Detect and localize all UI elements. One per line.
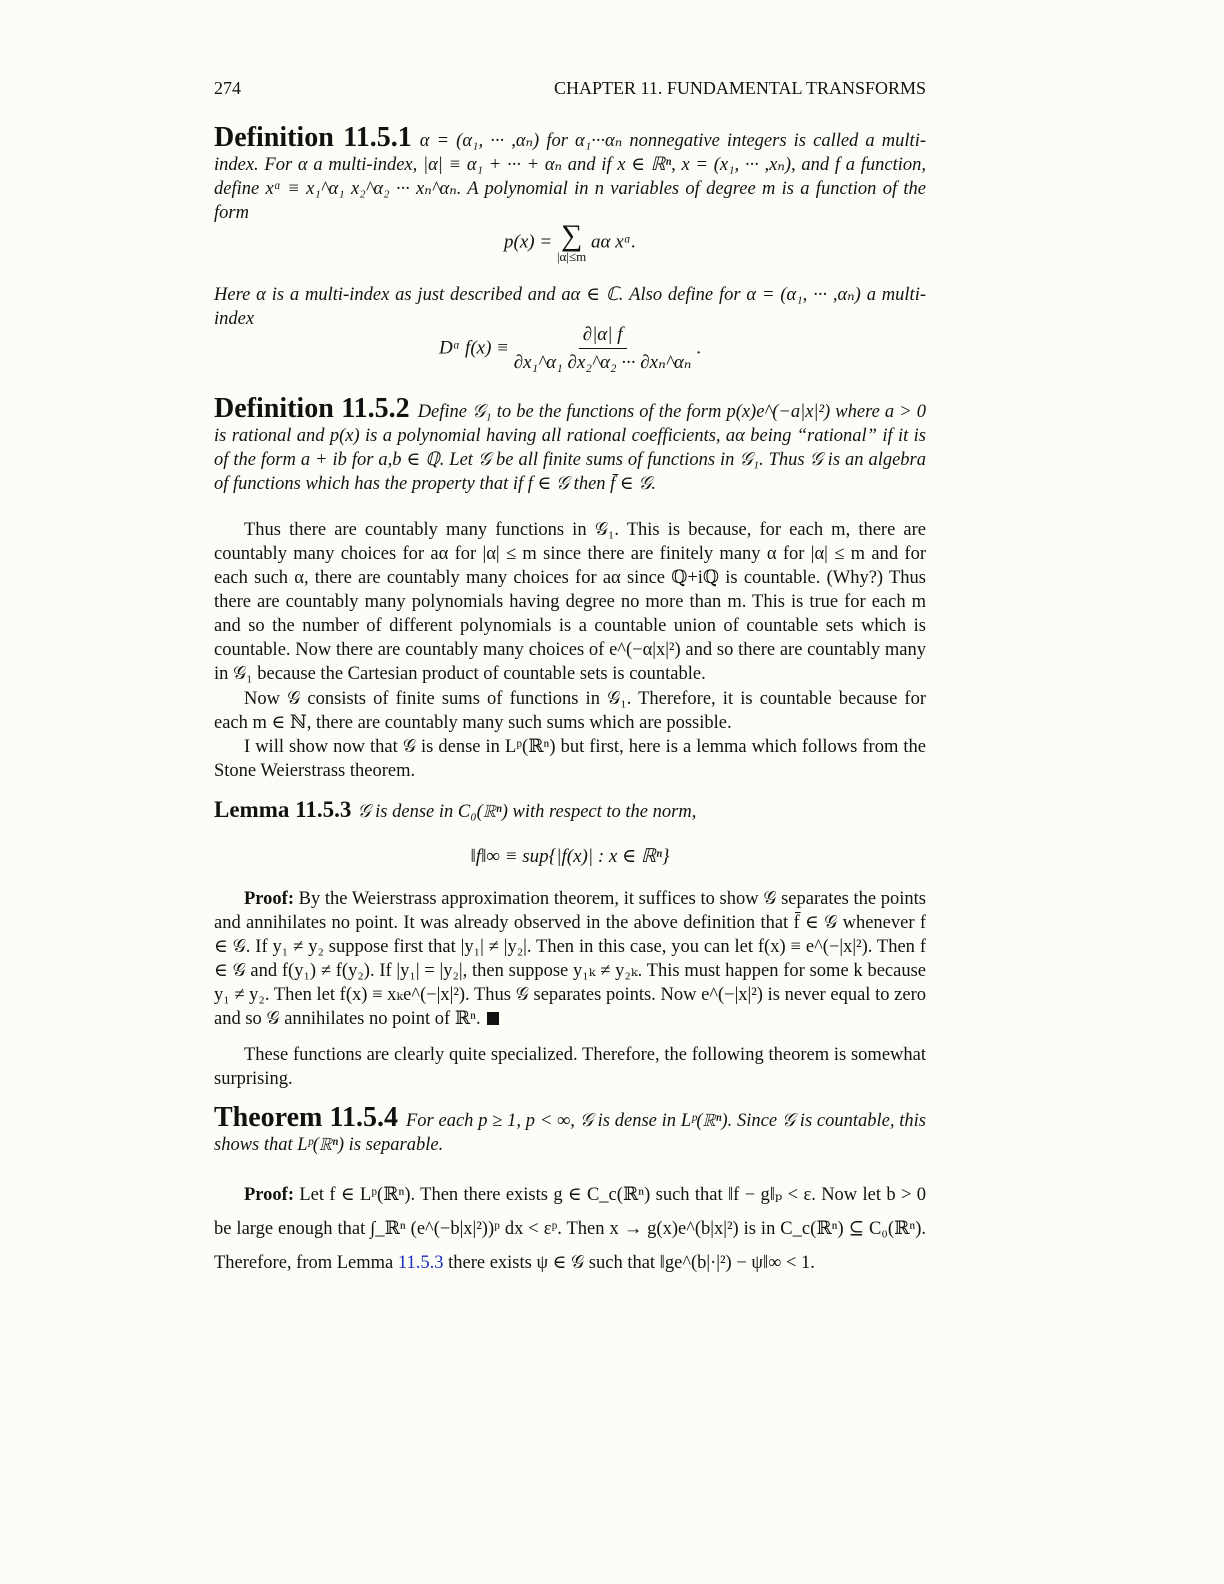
- definition-text: Define 𝒢₁ to be the functions of the form p(x)e^(−a|x|²) where a > 0 is rational and p(x) is a polynomial having all rational coefficients, aα being “rational” if it is of the form a + ib for a,b ∈ ℚ. Let 𝒢 be all finite sums of functions in 𝒢₁. Thus 𝒢 is an algebra of functions which has the property that if f ∈ 𝒢 then f̄ ∈ 𝒢.: [214, 402, 927, 494]
- theorem-11-5-4: [214, 1102, 927, 1157]
- paragraph-finite-sums: [214, 687, 926, 735]
- proof-text-2: there exists ψ ∈ 𝒢 such that ‖ge^(b|·|²) − ψ‖∞ < 1.: [448, 1253, 815, 1273]
- paragraph-specialized: [214, 1043, 926, 1091]
- definition-11-5-2: [214, 393, 927, 496]
- definition-text: α = (α₁, ··· ,αₙ) for α₁···αₙ nonnegative integers is called a multi-index. For α a multi-index, |α| ≡ α₁ + ··· + αₙ and if x ∈ ℝⁿ, x = (x₁, ··· ,xₙ), and f a function, define xᵅ ≡ x₁^α₁ x₂^α₂ ··· xₙ^αₙ. A polynomial in n variables of degree m is a function of the form: [214, 131, 926, 223]
- running-title: CHAPTER 11. FUNDAMENTAL TRANSFORMS: [554, 78, 926, 98]
- proof-label: Proof:: [244, 889, 294, 909]
- definition-label: Definition 11.5.2: [214, 393, 410, 424]
- paragraph-countable: [214, 518, 926, 686]
- proof-text-1: Let f ∈ Lᵖ(ℝⁿ). Then there exists g ∈ C_c(ℝⁿ) such that ‖f − g‖ₚ < ε. Now let b > 0 be large enough that ∫_ℝⁿ (e^(−b|x|²))ᵖ dx < εᵖ. Then x → g(x)e^(b|x|²) is in C_c(ℝⁿ) ⊆ C₀(ℝⁿ). Therefore, from Lemma: [214, 1185, 926, 1273]
- sum-symbol: [556, 219, 587, 264]
- deriv-fraction: [514, 324, 692, 374]
- page-header: [214, 78, 926, 99]
- paragraph-text: These functions are clearly quite specialized. Therefore, the following theorem is somewhat surprising.: [214, 1045, 926, 1089]
- formula-lhs: p(x) =: [504, 231, 553, 253]
- polynomial-formula: [214, 219, 926, 264]
- formula-text: ‖f‖∞ ≡ sup{|f(x)| : x ∈ ℝⁿ}: [470, 846, 670, 867]
- theorem-label: Theorem 11.5.4: [214, 1102, 398, 1133]
- proof-text: By the Weierstrass approximation theorem, it suffices to show 𝒢 separates the points and annihilates no point. It was already observed in the above definition that f̄ ∈ 𝒢 whenever f ∈ 𝒢. If y₁ ≠ y₂ suppose first that |y₁| ≠ |y₂|. Then in this case, you can let f(x) ≡ e^(−|x|²). Then f ∈ 𝒢 and f(y₁) ≠ f(y₂). If |y₁| = |y₂|, then suppose y₁ₖ ≠ y₂ₖ. This must happen for some k because y₁ ≠ y₂. Then let f(x) ≡ xₖe^(−|x|²). Thus 𝒢 separates points. Now e^(−|x|²) is never equal to zero and so 𝒢 annihilates no point of ℝⁿ.: [214, 889, 926, 1029]
- lemma-proof: [214, 887, 926, 1031]
- lemma-text: 𝒢 is dense in C₀(ℝⁿ) with respect to the norm,: [357, 802, 697, 822]
- theorem-proof: [214, 1178, 926, 1280]
- proof-label: Proof:: [244, 1185, 294, 1205]
- paragraph-text: I will show now that 𝒢 is dense in Lᵖ(ℝⁿ) but first, here is a lemma which follows from the Stone Weierstrass theorem.: [214, 737, 926, 781]
- deriv-lhs: Dᵅ f(x) ≡: [439, 337, 509, 359]
- qed-icon: [487, 1012, 499, 1025]
- paragraph-text: Now 𝒢 consists of finite sums of functions in 𝒢₁. Therefore, it is countable because for each m ∈ ℕ, there are countably many such sums which are possible.: [214, 689, 926, 733]
- sup-norm-formula: [214, 845, 926, 868]
- deriv-end: .: [696, 337, 701, 359]
- deriv-denominator: ∂x₁^α₁ ∂x₂^α₂ ··· ∂xₙ^αₙ: [513, 352, 692, 373]
- lemma-reference-link[interactable]: 11.5.3: [397, 1253, 444, 1273]
- paragraph-dense: [214, 735, 926, 783]
- page-number: 274: [214, 78, 241, 98]
- formula-rhs: aα xᵅ.: [590, 231, 636, 253]
- paragraph-text: Thus there are countably many functions in 𝒢₁. This is because, for each m, there are countably many choices for aα for |α| ≤ m since there are finitely many α for |α| ≤ m and for each such α, there are countably many choices for aα since ℚ+iℚ is countable. (Why?) Thus there are countably many polynomials having degree no more than m. This is true for each m and so the number of different polynomials is a countable union of countable sets which is countable. Now there are countably many choices of e^(−α|x|²) and so there are countably many in 𝒢₁ because the Cartesian product of countable sets is countable.: [214, 520, 926, 684]
- derivative-formula: [214, 324, 926, 374]
- definition-11-5-1: [214, 122, 926, 225]
- lemma-label: Lemma 11.5.3: [214, 797, 352, 822]
- lemma-11-5-3: [214, 798, 926, 824]
- theorem-text: For each p ≥ 1, p < ∞, 𝒢 is dense in Lᵖ(ℝⁿ). Since 𝒢 is countable, this shows that Lᵖ(ℝⁿ) is separable.: [214, 1111, 927, 1155]
- definition-text-2: Here α is a multi-index as just described and aα ∈ ℂ. Also define for α = (α₁, ··· ,αₙ) a multi-index: [214, 285, 926, 329]
- sigma: ∑: [560, 219, 583, 252]
- definition-label: Definition 11.5.1: [214, 122, 412, 153]
- deriv-numerator: ∂|α| f: [579, 324, 627, 349]
- sum-limit: |α|≤m: [556, 249, 587, 264]
